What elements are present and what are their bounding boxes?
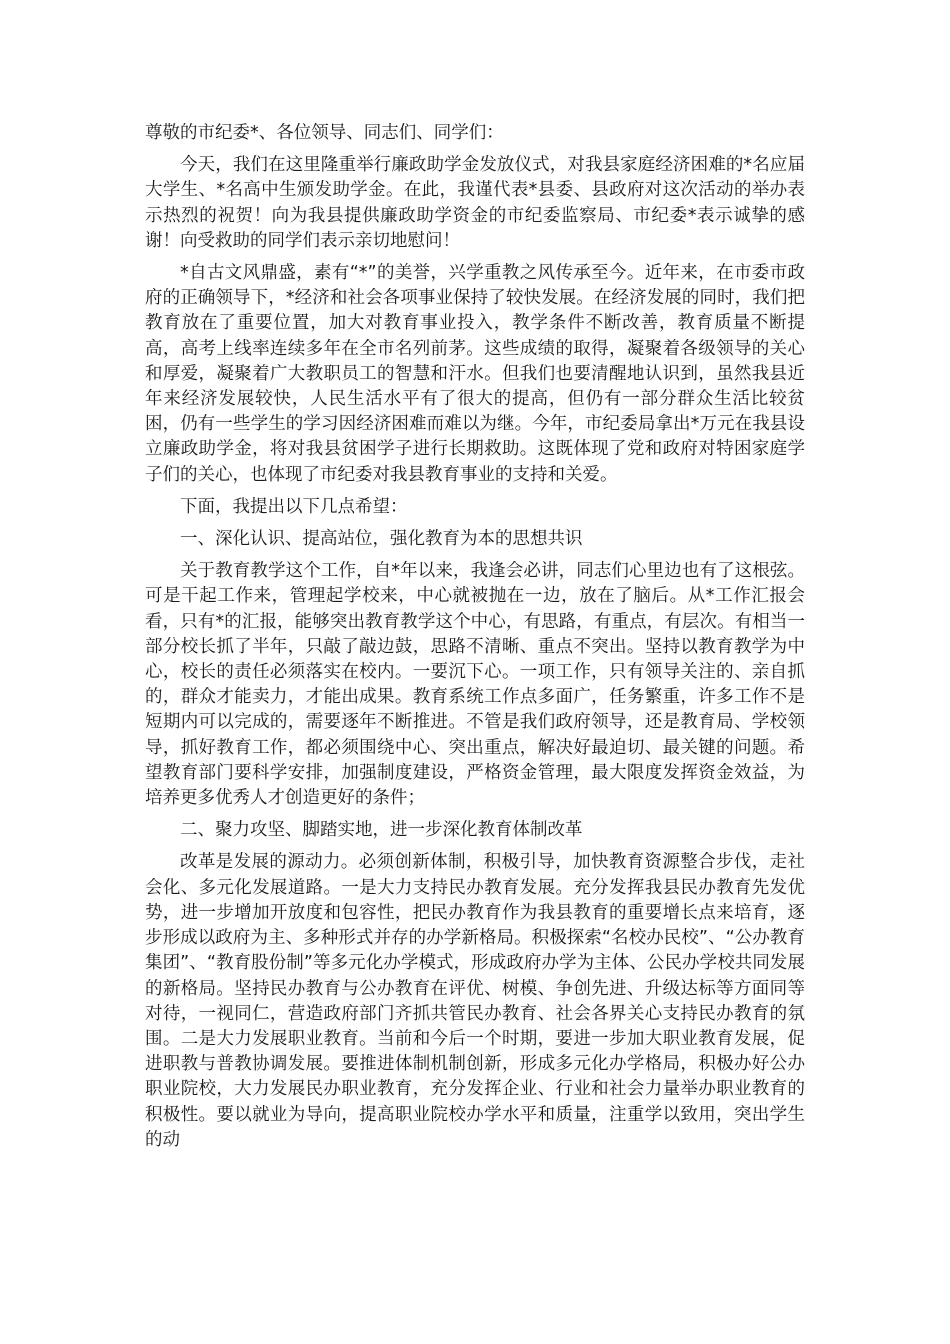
paragraph-hopes-intro: 下面，我提出以下几点希望： bbox=[180, 496, 408, 517]
paragraph-section-2: 改革是发展的源动力。必须创新体制，积极引导，加快教育资源整合步伐，走社会化、多元化发展道路。一是大力支持民办教育发展。充分发挥我县民办教育先发优势，进一步增加开放度和包容性，把民办教育作为我县教育的重要增长点来培育，逐步形成以政府为主、多种形式并存的办学新格局。积极探索“名校办民校”、“公办教育集团”、“教育股份制”等多元化办学模式，形成政府办学为主体、公民办学校共同发展的新格局。坚持民办教育与公办教育在评优、树模、争创先进、升级达标等方面同等对待，一视同仁，营造政府部门齐抓共管民办教育、社会各界关心支持民办教育的氛围。二是大力发展职业教育。当前和今后一个时期，要进一步加大职业教育发展，促进职教与普教协调发展。要推进体制机制创新，形成多元化办学格局，积极办好公办职业院校，大力发展民办职业教育，充分发挥企业、行业和社会力量举办职业教育的积极性。要以就业为导向，提高职业院校办学水平和质量，注重学以致用，突出学生的动 bbox=[145, 852, 805, 1150]
section-heading-2: 二、聚力攻坚、脚踏实地，进一步深化教育体制改革 bbox=[180, 820, 583, 841]
section-heading-1: 一、深化认识、提高站位，强化教育为本的思想共识 bbox=[180, 529, 583, 550]
salutation: 尊敬的市纪委*、各位领导、同志们、同学们： bbox=[145, 123, 504, 143]
paragraph-section-1: 关于教育教学这个工作，自*年以来，我逢会必讲，同志们心里边也有了这根弦。可是干起工作来，管理起学校来，中心就被抛在一边，放在了脑后。从*工作汇报会看，只有*的汇报，能够突出教育教学这个中心，有思路，有重点，有层次。有相当一部分校长抓了半年，只敲了敲边鼓，思路不清晰、重点不突出。坚持以教育教学为中心，校长的责任必须落实在校内。一要沉下心。一项工作，只有领导关注的、亲自抓的，群众才能卖力，才能出成果。教育系统工作点多面广，任务繁重，许多工作不是短期内可以完成的，需要逐年不断推进。不管是我们政府领导，还是教育局、学校领导，抓好教育工作，都必须围绕中心、突出重点，解决好最迫切、最关键的问题。希望教育部门要科学安排，加强制度建设，严格资金管理，最大限度发挥资金效益，为培养更多优秀人才创造更好的条件； bbox=[145, 561, 805, 809]
document-page bbox=[145, 121, 805, 1160]
paragraph-opening: 今天，我们在这里隆重举行廉政助学金发放仪式，对我县家庭经济困难的*名应届大学生、*名高中生颁发助学金。在此，我谨代表*县委、县政府对这次活动的举办表示热烈的祝贺！向为我县提供廉政助学资金的市纪委监察局、市纪委*表示诚挚的感谢！向受救助的同学们表示亲切地慰问！ bbox=[145, 155, 805, 251]
paragraph-background: *自古文风鼎盛，素有“*”的美誉，兴学重教之风传承至今。近年来，在市委市政府的正确领导下，*经济和社会各项事业保持了较快发展。在经济发展的同时，我们把教育放在了重要位置，加大对教育事业投入，教学条件不断改善，教育质量不断提高，高考上线率连续多年在全市名列前茅。这些成绩的取得，凝聚着各级领导的关心和厚爱，凝聚着广大教职员工的智慧和汗水。但我们也要清醒地认识到，虽然我县近年来经济发展较快，人民生活水平有了很大的提高，但仍有一部分群众生活比较贫困，仍有一些学生的学习因经济困难而难以为继。今年，市纪委局拿出*万元在我县设立廉政助学金，将对我县贫困学子进行长期救助。这既体现了党和政府对特困家庭学子们的关心，也体现了市纪委对我县教育事业的支持和关爱。 bbox=[145, 263, 805, 485]
